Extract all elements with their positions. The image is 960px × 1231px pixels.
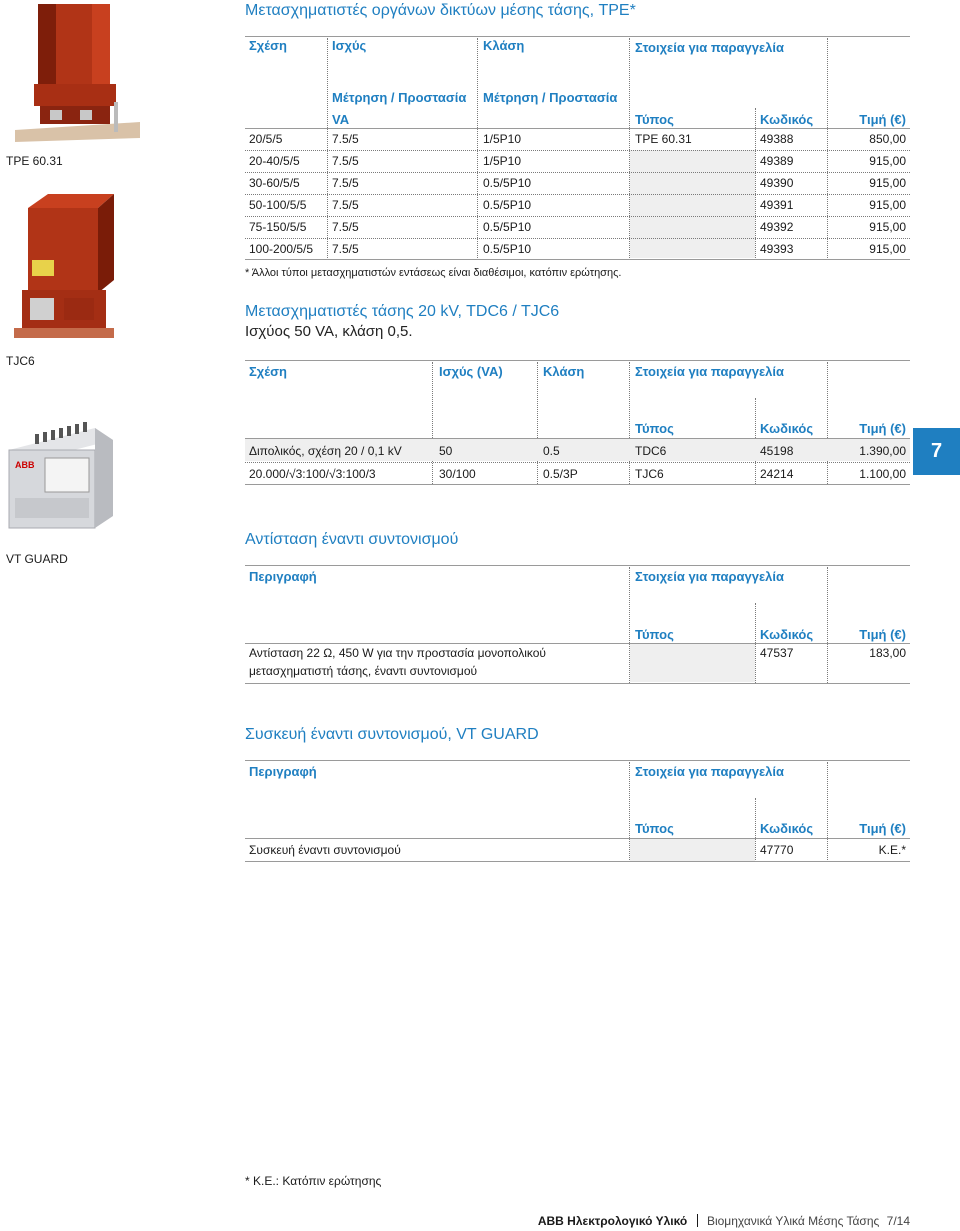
s1-header-order: Στοιχεία για παραγγελία [635, 40, 784, 55]
cell-price: 915,00 [869, 242, 906, 256]
section2-title: Μετασχηματιστές τάσης 20 kV, TDC6 / TJC6 [245, 303, 560, 320]
cell-power: 7.5/5 [332, 220, 359, 234]
cell-power: 7.5/5 [332, 242, 359, 256]
cell-description: Αντίσταση 22 Ω, 450 W για την προστασία μονοπολικού [249, 646, 546, 660]
cell-power: 7.5/5 [332, 132, 359, 146]
section3-title: Αντίσταση έναντι συντονισμού [245, 531, 459, 548]
s3-header-type: Τύπος [635, 627, 674, 642]
cell-power: 7.5/5 [332, 154, 359, 168]
cell-power: 30/100 [439, 467, 476, 481]
cell-price: 1.100,00 [859, 467, 906, 481]
cell-code: 49393 [760, 242, 794, 256]
s3-header-desc: Περιγραφή [249, 569, 317, 584]
cell-type: TDC6 [635, 444, 667, 458]
section1-title: Μετασχηματιστές οργάνων δικτύων μέσης τάσης, TPE* [245, 2, 636, 19]
footer-separator [697, 1214, 698, 1227]
chapter-tab: 7 [913, 428, 960, 475]
tpe-label: TPE 60.31 [6, 154, 63, 168]
cell-class: 1/5P10 [483, 132, 522, 146]
cell-code: 24214 [760, 467, 794, 481]
cell-price: 850,00 [869, 132, 906, 146]
s2-header-order: Στοιχεία για παραγγελία [635, 364, 784, 379]
cell-price: 183,00 [869, 646, 906, 660]
cell-price: 915,00 [869, 176, 906, 190]
s2-header-type: Τύπος [635, 421, 674, 436]
section4-title: Συσκευή έναντι συντονισμού, VT GUARD [245, 726, 539, 743]
s2-header-relation: Σχέση [249, 364, 287, 379]
s2-header-power: Ισχύς (VA) [439, 364, 503, 379]
s1-note: * Άλλοι τύποι μετασχηματιστών εντάσεως είναι διαθέσιμοι, κατόπιν ερώτησης. [245, 267, 622, 279]
footer-section: Βιομηχανικά Υλικά Μέσης Τάσης [706, 1214, 880, 1228]
cell-relation: 30-60/5/5 [249, 176, 300, 190]
cell-class: 0.5/3P [543, 467, 578, 481]
cell-price: 915,00 [869, 220, 906, 234]
cell-class: 0.5/5P10 [483, 220, 532, 234]
page-footer [538, 1214, 910, 1228]
cell-code: 47770 [760, 843, 794, 857]
cell-code: 49389 [760, 154, 794, 168]
cell-relation: 20/5/5 [249, 132, 283, 146]
cell-code: 49391 [760, 198, 794, 212]
cell-price: 915,00 [869, 154, 906, 168]
cell-price: 1.390,00 [859, 444, 906, 458]
s4-header-order: Στοιχεία για παραγγελία [635, 764, 784, 779]
s4-header-code: Κωδικός [760, 821, 814, 836]
section2-subtitle: Ισχύος 50 VA, κλάση 0,5. [245, 323, 413, 340]
vtguard-product-image [5, 410, 117, 530]
s1-header-power: Ισχύς [332, 38, 367, 53]
cell-type: TJC6 [635, 467, 664, 481]
cell-class: 0.5/5P10 [483, 198, 532, 212]
s4-header-type: Τύπος [635, 821, 674, 836]
s2-header-price: Τιμή (€) [859, 421, 906, 436]
s1-header-class: Κλάση [483, 38, 525, 53]
cell-code: 45198 [760, 444, 794, 458]
cell-relation: Διπολικός, σχέση 20 / 0,1 kV [249, 444, 402, 458]
cell-relation: 75-150/5/5 [249, 220, 307, 234]
cell-description: μετασχηματιστή τάσης, έναντι συντονισμού [249, 664, 478, 678]
cell-type: TPE 60.31 [635, 132, 692, 146]
s1-header-type: Τύπος [635, 112, 674, 127]
s2-header-class: Κλάση [543, 364, 585, 379]
footer-brand: ABB Ηλεκτρολογικό Υλικό [537, 1214, 688, 1228]
s1-header-code: Κωδικός [760, 112, 814, 127]
tjc-product-image [8, 190, 123, 345]
s2-header-code: Κωδικός [760, 421, 814, 436]
cell-class: 0.5 [543, 444, 560, 458]
cell-power: 50 [439, 444, 453, 458]
tjc-label: TJC6 [6, 354, 35, 368]
cell-price: 915,00 [869, 198, 906, 212]
s3-header-order: Στοιχεία για παραγγελία [635, 569, 784, 584]
s1-header-price: Τιμή (€) [859, 112, 906, 127]
s1-subheader-class: Μέτρηση / Προστασία [483, 90, 618, 105]
s4-header-price: Τιμή (€) [859, 821, 906, 836]
cell-class: 0.5/5P10 [483, 176, 532, 190]
vtguard-label: VT GUARD [6, 552, 68, 566]
cell-code: 47537 [760, 646, 794, 660]
cell-relation: 20.000/√3:100/√3:100/3 [249, 467, 376, 481]
cell-relation: 20-40/5/5 [249, 154, 300, 168]
cell-relation: 100-200/5/5 [249, 242, 314, 256]
footer-page: 7/14 [886, 1214, 910, 1228]
cell-relation: 50-100/5/5 [249, 198, 307, 212]
cell-code: 49390 [760, 176, 794, 190]
s1-subheader-power: Μέτρηση / Προστασία [332, 90, 467, 105]
cell-description: Συσκευή έναντι συντονισμού [249, 843, 401, 857]
cell-power: 7.5/5 [332, 198, 359, 212]
cell-price: Κ.Ε.* [878, 843, 906, 857]
cell-code: 49392 [760, 220, 794, 234]
cell-power: 7.5/5 [332, 176, 359, 190]
s1-header-relation: Σχέση [249, 38, 287, 53]
s4-header-desc: Περιγραφή [249, 764, 317, 779]
cell-code: 49388 [760, 132, 794, 146]
s3-header-code: Κωδικός [760, 627, 814, 642]
footnote: * Κ.Ε.: Κατόπιν ερώτησης [245, 1174, 382, 1188]
s1-unit-power: VA [332, 112, 350, 127]
tpe-product-image [10, 2, 145, 142]
cell-class: 0.5/5P10 [483, 242, 532, 256]
cell-class: 1/5P10 [483, 154, 522, 168]
s3-header-price: Τιμή (€) [859, 627, 906, 642]
svg-text:ABB: ABB [15, 460, 35, 470]
